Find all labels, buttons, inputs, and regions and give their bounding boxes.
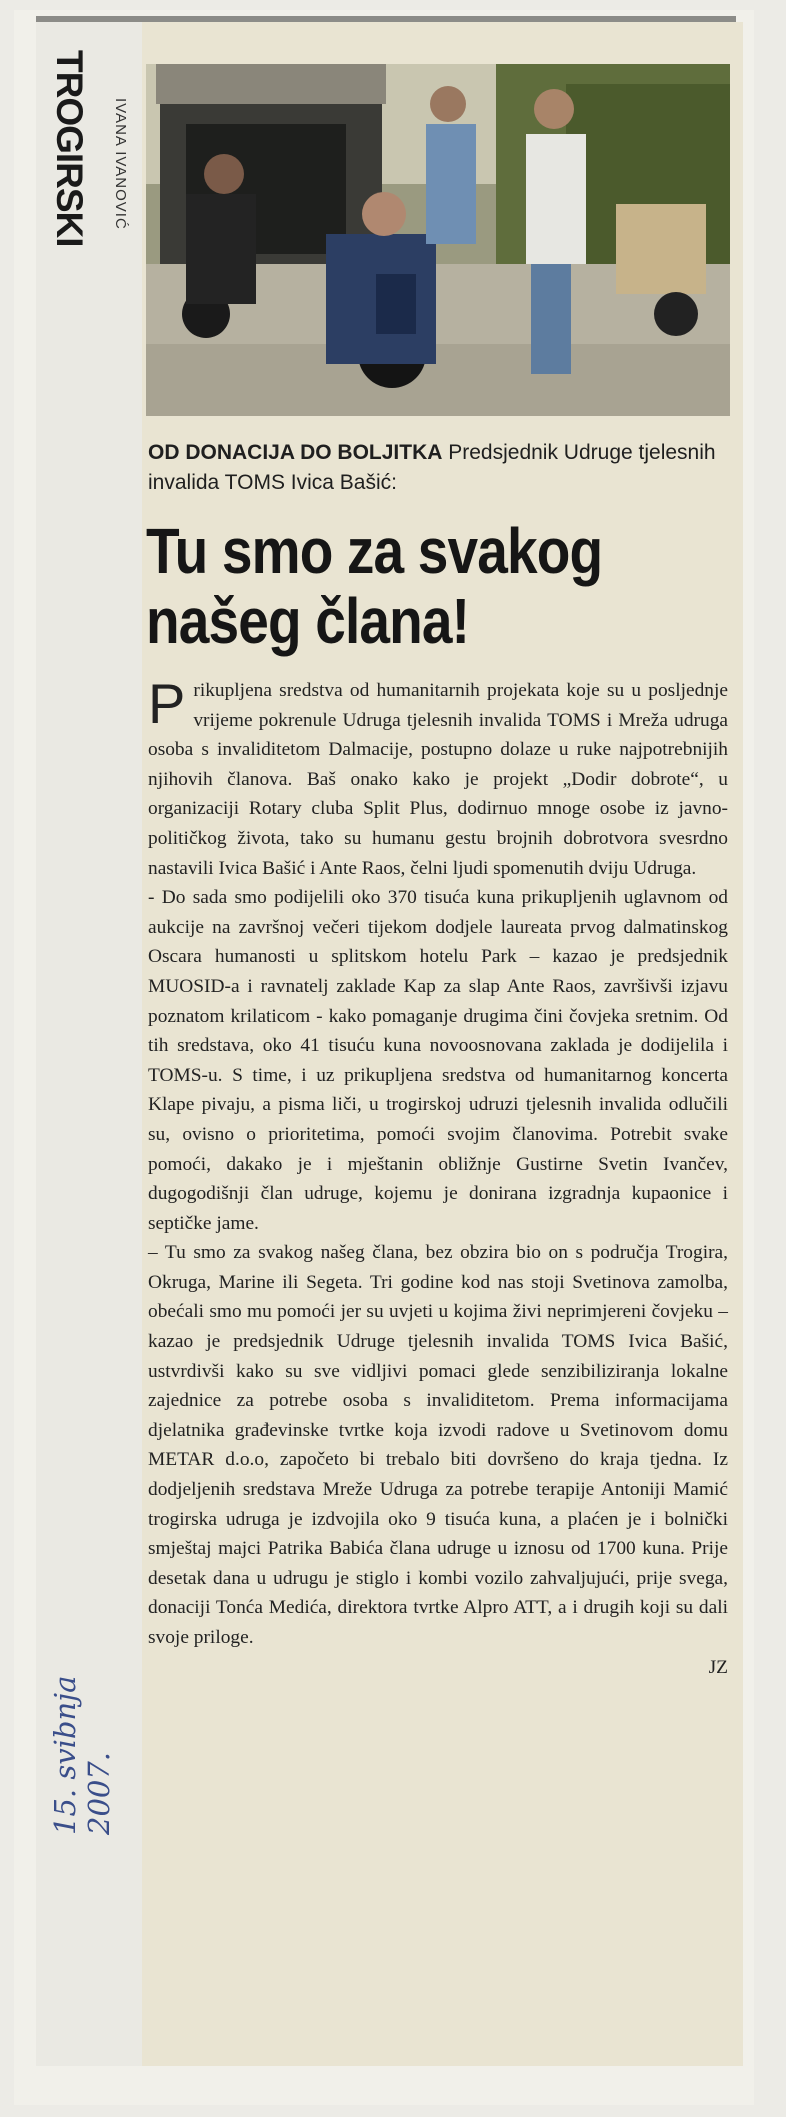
article-headline: Tu smo za svakog našeg člana! (146, 515, 603, 657)
section-label (48, 50, 129, 295)
author-byline: IVANA IVANOVIĆ (112, 98, 129, 230)
dropcap: P (148, 672, 186, 735)
article-kicker (148, 438, 728, 498)
body-paragraph-2: - Do sada smo podijelili oko 370 tisuća kuna prikupljenih uglavnom od aukcije na završnoj večeri tijekom dodjele laureata prvog dalmatinskog Oscara humanosti u splitskom hotelu Park – kazao je predsjednik MUOSID-a i ravnatelj zaklade Kap za slap Ante Raos, završivši izjavu poznatom krilaticom - kako pomaganje drugima čini čovjeka sretnim. Od tih sredstava, oko 41 tisuću kuna novoosnovana zaklada je dodijelila i TOMS-u. S time, i uz prikupljena sredstva od humanitarnog koncerta Klape pivaju, a pisma liči, u trogirskoj udruzi tjelesnih invalida odlučili su, ovisno o prioritetima, pomoći svojim članovima. Potrebit svake pomoći, dakako je i mještanin obližnje Gustirne Svetin Ivančev, dugogodišnji član udruge, kojemu je donirana izgradnja kupaonice i septičke jame. (148, 887, 728, 1234)
author-signoff: JZ (708, 1656, 728, 1678)
article-photo (146, 64, 730, 416)
kicker-bold: OD DONACIJA DO BOLJITKA (148, 441, 443, 464)
paragraph-1-text: rikupljena sredstva od humanitarnih projekata koje su u posljednje vrijeme pokrenule Udruga tjelesnih invalida TOMS i Mreža udruga osoba s invaliditetom Dalmacije, postupno dolaze u ruke najpotrebnijih njihovih članova. Baš onako kako je projekt „Dodir dobrote“, u organizaciji Rotary cluba Split Plus, dodirnuo mnoge osobe iz javno-političkog života, tako su humanu gestu brojnih dobrotvora svesrdno nastavili Ivica Bašić i Ante Raos, čelni ljudi spomenutih dviju Udruga. (148, 680, 728, 879)
body-paragraph-3: – Tu smo za svakog našeg člana, bez obzira bio on s područja Trogira, Okruga, Marine ili Segeta. Tri godine kod nas stoji Svetinova zamolba, obećali smo mu pomoći jer su uvjeti u kojima živi neprimjereni čovjeku – kazao je predsjednik Udruge tjelesnih invalida TOMS Ivica Bašić, ustvrdivši kako su sve vidljivi pomaci glede senzibiliziranja lokalne zajednice za potrebe osoba s invaliditetom. Prema informacijama djelatnika građevinske tvrtke koja izvodi radove u Svetinovom domu METAR d.o.o, započeto bi trebalo biti dovršeno do kraja tjedna. Iz dodjeljenih sredstava Mreže Udruga za potrebe terapije Antoniji Mamić trogirska udruga je izdvojila oko 9 tisuća kuna, a plaćen je i bolnički smještaj majci Patrika Babića člana udruge u iznosu od 1700 kuna. Prije desetak dana u udrugu je stiglo i kombi vozilo zahvaljujući, prije svega, donaciji Tonća Medića, direktora tvrtke Alpro ATT, a i drugih koji su dali svoje priloge. (148, 1242, 728, 1648)
handwritten-date (48, 1645, 138, 1835)
kicker-text: Predsjednik Udruge tjelesnih invalida TOMS Ivica Bašić: (148, 441, 716, 494)
photo-people-wheelchairs-icon (146, 64, 730, 416)
handwritten-date-text: 15. svibnja 2007. (48, 1675, 116, 1835)
article-body (148, 672, 728, 1682)
body-paragraph-1 (148, 672, 728, 883)
section-name: TROGIRSKI (49, 50, 90, 247)
